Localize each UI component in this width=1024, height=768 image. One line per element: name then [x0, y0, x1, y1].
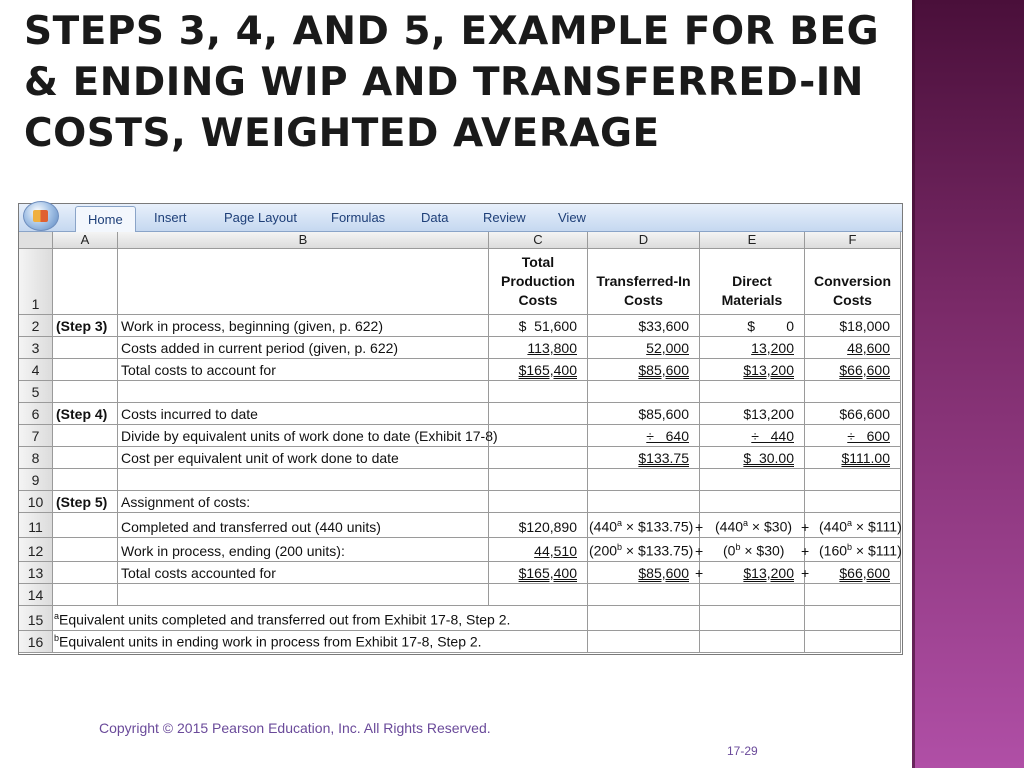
- row-header-4[interactable]: [19, 359, 53, 381]
- row-header-3[interactable]: [19, 337, 53, 359]
- tab-insert[interactable]: Insert: [154, 210, 187, 225]
- column-header-d[interactable]: D: [588, 232, 700, 249]
- cell-f7[interactable]: [805, 425, 901, 447]
- row-number: 2: [31, 318, 40, 334]
- cell-value: $13,200: [743, 362, 794, 378]
- cell-d6[interactable]: [588, 403, 700, 425]
- cell-e3[interactable]: [700, 337, 805, 359]
- row-number: 3: [31, 340, 40, 356]
- cell-c4[interactable]: [489, 359, 588, 381]
- row-header-14[interactable]: [19, 584, 53, 606]
- tab-formulas[interactable]: Formulas: [331, 210, 386, 225]
- cell-f10[interactable]: [805, 491, 901, 513]
- ribbon-tab-bar: [19, 204, 902, 232]
- cell-a15[interactable]: [53, 606, 588, 631]
- formula-text: ($200^b$ × $133.75): [589, 542, 694, 559]
- row-header-5[interactable]: [19, 381, 53, 403]
- cell-b12[interactable]: [118, 538, 489, 562]
- cell-value: $85,600: [638, 565, 689, 581]
- spreadsheet-window: [18, 203, 903, 655]
- cell-d16[interactable]: [588, 631, 700, 653]
- cell-d12[interactable]: [588, 538, 700, 562]
- cell-value: $120,890: [518, 519, 577, 535]
- cell-value: 13,200: [751, 340, 794, 356]
- office-button-icon[interactable]: [23, 201, 59, 231]
- cell-a1[interactable]: [53, 249, 118, 315]
- cell-c10[interactable]: [489, 491, 588, 513]
- row-header-13[interactable]: [19, 562, 53, 584]
- plus-sign: +: [695, 519, 704, 535]
- column-header-e[interactable]: E: [700, 232, 805, 249]
- cell-e2[interactable]: [700, 315, 805, 337]
- cell-b13[interactable]: [118, 562, 489, 584]
- cell-b10[interactable]: [118, 491, 489, 513]
- cell-a14[interactable]: [53, 584, 118, 606]
- cell-value: $111.00: [841, 450, 890, 466]
- cell-c2[interactable]: [489, 315, 588, 337]
- row-header-10[interactable]: [19, 491, 53, 513]
- cell-value: 44,510: [534, 543, 577, 559]
- row-label: Total costs to account for: [121, 362, 276, 378]
- formula-text: ($440^a$ × $111): [819, 518, 902, 535]
- cell-value: $66,600: [839, 565, 890, 581]
- header-conversion-costs: Conversion Costs: [813, 273, 891, 308]
- footnote-a: $^a$Equivalent units completed and transferred out from Exhibit 17-8, Step 2.: [54, 611, 511, 628]
- cell-c14[interactable]: [489, 584, 588, 606]
- tab-view[interactable]: View: [558, 210, 586, 225]
- row-number: 1: [31, 296, 40, 312]
- tab-review[interactable]: Review: [483, 210, 526, 225]
- cell-d9[interactable]: [588, 469, 700, 491]
- cell-value: $66,600: [839, 362, 890, 378]
- cell-a11[interactable]: [53, 513, 118, 538]
- cell-e5[interactable]: [700, 381, 805, 403]
- formula-text: ($440^a$ × $30): [715, 518, 793, 535]
- cell-value: $18,000: [839, 318, 890, 334]
- slide-title: STEPS 3, 4, AND 5, EXAMPLE FOR BEG & ENDING WIP AND TRANSFERRED-IN COSTS, WEIGHTED AVERAGE: [24, 9, 880, 156]
- row-number: 16: [27, 634, 44, 650]
- formula-text: ($160^b$ × $111): [819, 542, 902, 559]
- cell-e11[interactable]: [695, 513, 805, 538]
- cell-d7[interactable]: [588, 425, 700, 447]
- cell-c3[interactable]: [489, 337, 588, 359]
- cell-f14[interactable]: [805, 584, 901, 606]
- cell-c13[interactable]: [489, 562, 588, 584]
- cell-f1[interactable]: [805, 249, 901, 315]
- row-number: 6: [31, 406, 40, 422]
- row-header-1[interactable]: [19, 249, 53, 315]
- tab-home[interactable]: Home: [75, 206, 136, 232]
- cell-e16[interactable]: [700, 631, 805, 653]
- cell-b7[interactable]: [118, 425, 498, 447]
- row-number: 14: [27, 587, 44, 603]
- cell-e14[interactable]: [700, 584, 805, 606]
- cell-b9[interactable]: [118, 469, 489, 491]
- row-label: Divide by equivalent units of work done to date (Exhibit 17-8): [121, 428, 498, 444]
- row-header-2[interactable]: [19, 315, 53, 337]
- cell-b6[interactable]: [118, 403, 489, 425]
- cell-value: $ 51,600: [518, 318, 577, 334]
- row-label: Costs incurred to date: [121, 406, 258, 422]
- cell-a7[interactable]: [53, 425, 118, 447]
- cell-d4[interactable]: [588, 359, 700, 381]
- cell-f5[interactable]: [805, 381, 901, 403]
- cell-b1[interactable]: [118, 249, 489, 315]
- cell-e15[interactable]: [700, 606, 805, 631]
- cell-f2[interactable]: [805, 315, 901, 337]
- cell-a5[interactable]: [53, 381, 118, 403]
- cell-value: 52,000: [646, 340, 689, 356]
- cell-value: $165,400: [518, 565, 577, 581]
- cell-e8[interactable]: [700, 447, 805, 469]
- cell-c12[interactable]: [489, 538, 588, 562]
- row-number: 4: [31, 362, 40, 378]
- row-label: Completed and transferred out (440 units): [121, 519, 381, 535]
- row-label: Cost per equivalent unit of work done to date: [121, 450, 399, 466]
- formula-text: ($0^b$ × $30): [723, 542, 785, 559]
- cell-c9[interactable]: [489, 469, 588, 491]
- cell-e10[interactable]: [700, 491, 805, 513]
- cell-f4[interactable]: [805, 359, 901, 381]
- cell-f6[interactable]: [805, 403, 901, 425]
- row-header-9[interactable]: [19, 469, 53, 491]
- cell-d2[interactable]: [588, 315, 700, 337]
- footnote-b: $^b$Equivalent units in ending work in process from Exhibit 17-8, Step 2.: [54, 633, 482, 650]
- cell-a6[interactable]: [53, 403, 118, 425]
- cell-b11[interactable]: [118, 513, 489, 538]
- cell-value: $66,600: [839, 406, 890, 422]
- cell-d11[interactable]: [588, 513, 700, 538]
- cell-c8[interactable]: [489, 447, 588, 469]
- cell-value: ÷ 600: [847, 428, 890, 444]
- row-number: 7: [31, 428, 40, 444]
- cell-e4[interactable]: [700, 359, 805, 381]
- column-header-b[interactable]: B: [118, 232, 489, 249]
- row-number: 9: [31, 472, 40, 488]
- cell-e1[interactable]: [700, 249, 805, 315]
- cell-a13[interactable]: [53, 562, 118, 584]
- cell-e7[interactable]: [700, 425, 805, 447]
- cell-e6[interactable]: [700, 403, 805, 425]
- page-number: 17-29: [727, 744, 758, 758]
- cell-d3[interactable]: [588, 337, 700, 359]
- cell-b8[interactable]: [118, 447, 489, 469]
- tab-data[interactable]: Data: [421, 210, 449, 225]
- row-header-11[interactable]: [19, 513, 53, 538]
- cell-d10[interactable]: [588, 491, 700, 513]
- cell-value: $ 0: [747, 318, 794, 334]
- row-header-15[interactable]: [19, 606, 53, 631]
- row-header-8[interactable]: [19, 447, 53, 469]
- column-header-f[interactable]: F: [805, 232, 901, 249]
- row-label: Assignment of costs:: [121, 494, 251, 510]
- header-direct-materials: Direct Materials: [721, 273, 783, 308]
- cell-value: $13,200: [743, 565, 794, 581]
- plus-sign: +: [801, 543, 810, 559]
- cell-f11[interactable]: [801, 513, 902, 538]
- cell-f12[interactable]: [801, 538, 902, 562]
- row-number: 13: [27, 565, 44, 581]
- formula-text: ($440^a$ × $133.75): [589, 518, 694, 535]
- row-label: Work in process, beginning (given, p. 622): [121, 318, 383, 334]
- cell-value: $ 30.00: [743, 450, 794, 466]
- cell-value: ÷ 640: [646, 428, 689, 444]
- cell-value: 113,800: [527, 340, 577, 356]
- cell-value: 48,600: [847, 340, 890, 356]
- cell-value: $85,600: [638, 362, 689, 378]
- cell-a3[interactable]: [53, 337, 118, 359]
- plus-sign: +: [695, 543, 704, 559]
- cell-value: ÷ 440: [751, 428, 794, 444]
- step-label: (Step 3): [56, 318, 108, 334]
- cell-d5[interactable]: [588, 381, 700, 403]
- cell-value: $85,600: [638, 406, 689, 422]
- cell-c11[interactable]: [489, 513, 588, 538]
- cell-f9[interactable]: [805, 469, 901, 491]
- cell-e9[interactable]: [700, 469, 805, 491]
- column-header-c[interactable]: C: [489, 232, 588, 249]
- row-number: 5: [31, 384, 40, 400]
- cell-f8[interactable]: [805, 447, 901, 469]
- cell-e12[interactable]: [695, 538, 805, 562]
- select-all-corner[interactable]: [19, 232, 53, 249]
- cell-a2[interactable]: [53, 315, 118, 337]
- cell-e13[interactable]: [695, 562, 805, 584]
- row-number: 12: [27, 543, 44, 559]
- header-transferred-in-costs: Transferred-In Costs: [596, 273, 691, 308]
- row-label: Costs added in current period (given, p. 622): [121, 340, 399, 356]
- cell-b14[interactable]: [118, 584, 489, 606]
- cell-b5[interactable]: [118, 381, 489, 403]
- cell-a4[interactable]: [53, 359, 118, 381]
- cell-a9[interactable]: [53, 469, 118, 491]
- cell-value: $13,200: [743, 406, 794, 422]
- cell-d15[interactable]: [588, 606, 700, 631]
- plus-sign: +: [695, 565, 704, 581]
- cell-c5[interactable]: [489, 381, 588, 403]
- cell-d1[interactable]: [588, 249, 700, 315]
- tab-page-layout[interactable]: Page Layout: [224, 210, 298, 225]
- cell-f3[interactable]: [805, 337, 901, 359]
- cell-c6[interactable]: [489, 403, 588, 425]
- row-number: 15: [27, 612, 44, 628]
- cell-b4[interactable]: [118, 359, 489, 381]
- row-label: Work in process, ending (200 units):: [121, 543, 345, 559]
- decorative-side-band: [912, 0, 1024, 768]
- cell-b2[interactable]: [118, 315, 489, 337]
- cell-a8[interactable]: [53, 447, 118, 469]
- cell-value: $33,600: [638, 318, 689, 334]
- row-number: 11: [28, 519, 43, 535]
- row-number: 10: [27, 494, 44, 510]
- row-header-7[interactable]: [19, 425, 53, 447]
- cell-c7[interactable]: [489, 425, 588, 447]
- row-header-6[interactable]: [19, 403, 53, 425]
- row-number: 8: [31, 450, 40, 466]
- header-total-production-costs: Total Production Costs: [501, 254, 575, 308]
- cell-f13[interactable]: [801, 562, 901, 584]
- cell-d13[interactable]: [588, 562, 700, 584]
- copyright-notice: Copyright © 2015 Pearson Education, Inc. All Rights Reserved.: [99, 720, 491, 736]
- cell-d14[interactable]: [588, 584, 700, 606]
- plus-sign: +: [801, 519, 810, 535]
- cell-a16[interactable]: [53, 631, 588, 653]
- cell-a10[interactable]: [53, 491, 118, 513]
- cell-d8[interactable]: [588, 447, 700, 469]
- cell-value: $133.75: [638, 450, 689, 466]
- step-label: (Step 5): [56, 494, 108, 510]
- cell-c1[interactable]: [489, 249, 588, 315]
- cell-b3[interactable]: [118, 337, 489, 359]
- cell-f15[interactable]: [805, 606, 901, 631]
- row-header-16[interactable]: [19, 631, 53, 653]
- cell-f16[interactable]: [805, 631, 901, 653]
- row-header-12[interactable]: [19, 538, 53, 562]
- cell-a12[interactable]: [53, 538, 118, 562]
- plus-sign: +: [801, 565, 810, 581]
- column-header-a[interactable]: A: [53, 232, 118, 249]
- row-label: Total costs accounted for: [121, 565, 276, 581]
- cell-value: $165,400: [518, 362, 577, 378]
- step-label: (Step 4): [56, 406, 108, 422]
